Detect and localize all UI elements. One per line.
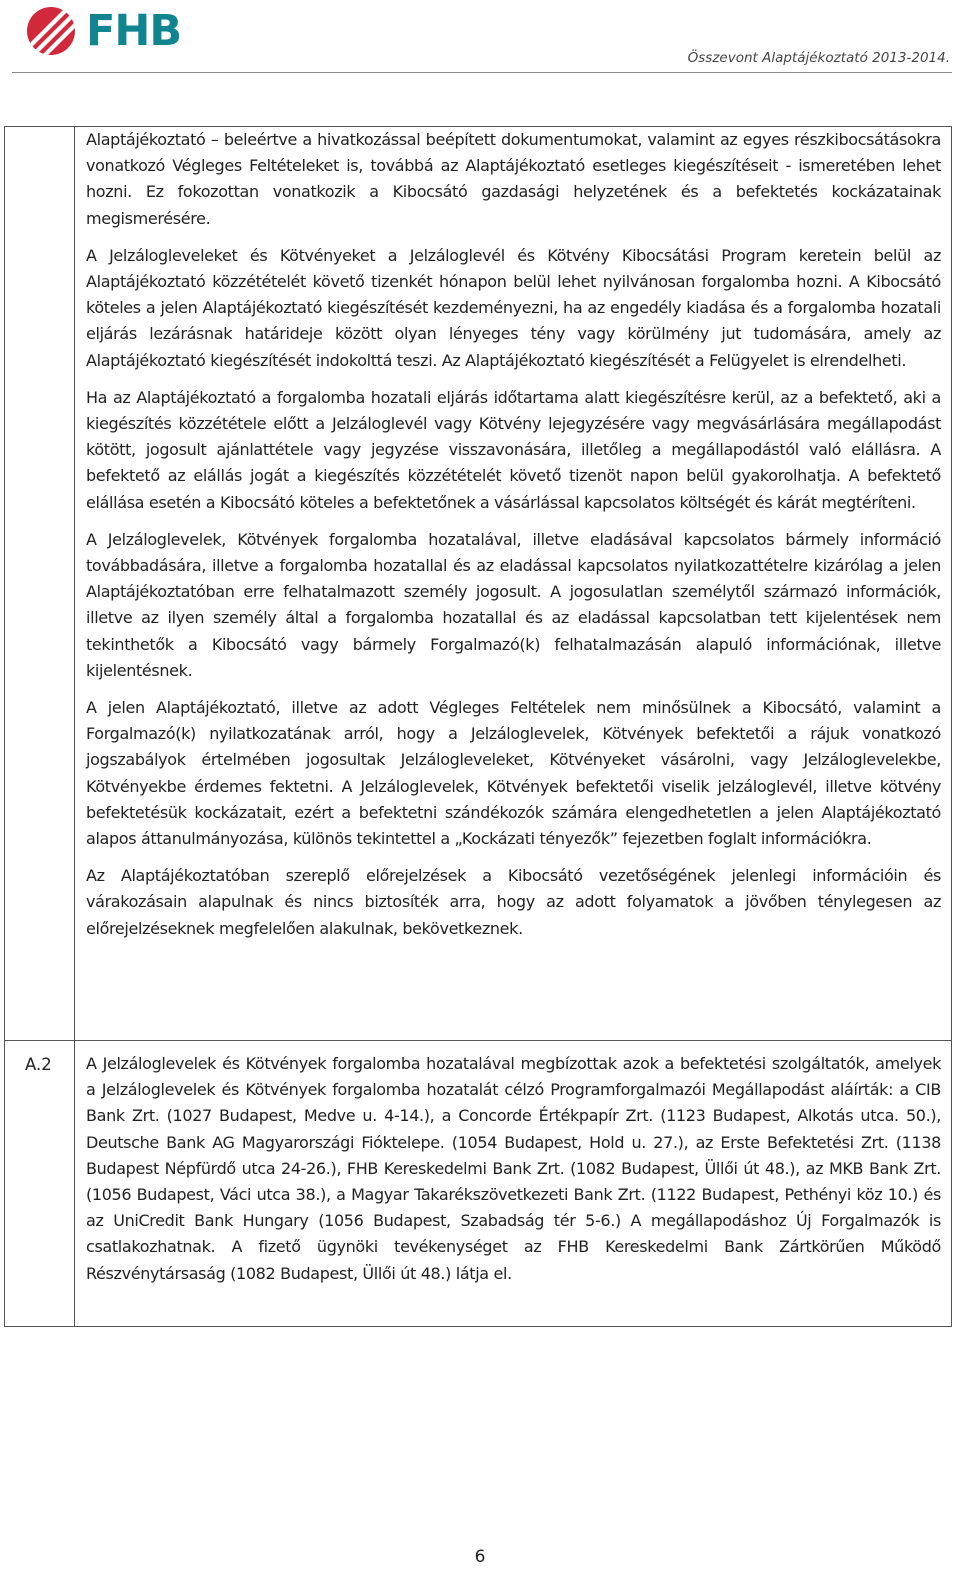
- row-divider: [5, 1040, 951, 1041]
- paragraph: A Jelzálogleveleket és Kötvényeket a Jelzáloglevél és Kötvény Kibocsátási Program keretein belül az Alaptájékoztató közzétételét követő tizenkét hónapon belül lehet nyilvánosan forgalomba hozni. A Kibocsátó köteles a jelen Alaptájékoztató kiegészítését kezdeményezni, ha az engedély kiadása és a forgalomba hozatali eljárás lezárásnak határideje között olyan lényeges tény vagy körülmény jut tudomására, amely az Alaptájékoztató kiegészítését indokolttá teszi. Az Alaptájékoztató kiegészítését a Felügyelet is elrendelheti.: [86, 245, 941, 370]
- row-1-text: [86, 127, 941, 953]
- paragraph: A Jelzáloglevelek, Kötvények forgalomba hozatalával, illetve eladásával kapcsolatos bármely információ továbbadására, illetve a forgalomba hozatallal és az eladással kapcsolatos nyilatkozattételre kizárólag a jelen Alaptájékoztatóban erre felhatalmazott személy jogosult. A jogosulatlan személytől származó információk, illetve az ilyen személy által a forgalomba hozatallal és az eladással kapcsolatban tett kijelentések nem tekinthetők a Kibocsátó vagy bármely Forgalmazó(k) felhatalmazásán alapuló információnak, illetve kijelentésnek.: [86, 529, 941, 680]
- paragraph: Ha az Alaptájékoztató a forgalomba hozatali eljárás időtartama alatt kiegészítésre kerül, az a befektető, aki a kiegészítés közzététele előtt a Jelzáloglevél vagy Kötvény lejegyzésére vagy megvásárlására megállapodást kötött, jogosult ajánlattétele vagy jegyzése visszavonására, illetőleg a megállapodástól való elállásra. A befektető az elállás jogát a kiegészítés közzétételét követő tizenöt napon belül gyakorolhatja. A befektető elállása esetén a Kibocsátó köteles a befektetőnek a vásárlással kapcsolatos költségét és kárát megtéríteni.: [86, 387, 941, 512]
- paragraph: Alaptájékoztató – beleértve a hivatkozással beépített dokumentumokat, valamint az egyes részkibocsátásokra vonatkozó Végleges Feltételeket is, továbbá az Alaptájékoztató esetleges kiegészítéseit - ismeretében lehet hozni. Ez fokozottan vonatkozik a Kibocsátó gazdasági helyzetének és a befektetés kockázatainak megismerésére.: [86, 130, 941, 228]
- fhb-logo-icon: [26, 6, 76, 56]
- paragraph: A jelen Alaptájékoztató, illetve az adott Végleges Feltételek nem minősülnek a Kibocsátó, valamint a Forgalmazó(k) nyilatkozatának arról, hogy a Jelzáloglevelek, Kötvények befektetői a rájuk vonatkozó jogszabályok értelmében jogosultak Jelzálogleveleket, Kötvényeket vásárolni, vagy Jelzáloglevelekbe, Kötvényekbe érdemes fektetni. A Jelzáloglevelek, Kötvények befektetői viselik jelzáloglevél, illetve kötvény befektetésük kockázatait, ezért a befektetni szándékozók számára elengedhetetlen a jelen Alaptájékoztató alapos áttanulmányozása, különös tekintettel a „Kockázati tényezők” fejezetben foglalt információkra.: [86, 698, 941, 849]
- row-2-label: A.2: [25, 1055, 52, 1074]
- column-divider: [74, 127, 75, 1326]
- header-rule: [12, 72, 952, 73]
- document-title: Összevont Alaptájékoztató 2013-2014.: [687, 50, 950, 66]
- row-2-text: [86, 1051, 941, 1298]
- page-number: 6: [474, 1547, 486, 1567]
- paragraph: A Jelzáloglevelek és Kötvények forgalomba hozatalával megbízottak azok a befektetési szolgáltatók, amelyek a Jelzáloglevelek és Kötvények forgalomba hozatalát célzó Programforgalmazói Megállapodást aláírták: a CIB Bank Zrt. (1027 Budapest, Medve u. 4-14.), a Concorde Értékpapír Zrt. (1123 Budapest, Alkotás utca. 50.), Deutsche Bank AG Magyarországi Fióktelepe. (1054 Budapest, Hold u. 27.), az Erste Befektetési Zrt. (1138 Budapest Népfürdő utca 24-26.), FHB Kereskedelmi Bank Zrt. (1082 Budapest, Üllői út 48.), az MKB Bank Zrt. (1056 Budapest, Váci utca 38.), a Magyar Takarékszövetkezeti Bank Zrt. (1122 Budapest, Pethényi köz 10.) és az UniCredit Bank Hungary (1056 Budapest, Szabadság tér 5-6.) A megállapodáshoz Új Forgalmazók is csatlakozhatnak. A fizető ügynöki tevékenységet az FHB Kereskedelmi Bank Zártkörűen Működő Részvénytársaság (1082 Budapest, Üllői út 48.) látja el.: [86, 1054, 941, 1283]
- paragraph: Az Alaptájékoztatóban szereplő előrejelzések a Kibocsátó vezetőségének jelenlegi információin és várakozásain alapulnak és nincs biztosíték arra, hogy az adott folyamatok a jövőben ténylegesen az előrejelzéseknek megfelelően alakulnak, bekövetkeznek.: [86, 866, 941, 938]
- page-header: [0, 0, 960, 80]
- fhb-logo: [26, 6, 181, 56]
- content-table: [4, 126, 952, 1327]
- logo-text: FHB: [86, 6, 182, 56]
